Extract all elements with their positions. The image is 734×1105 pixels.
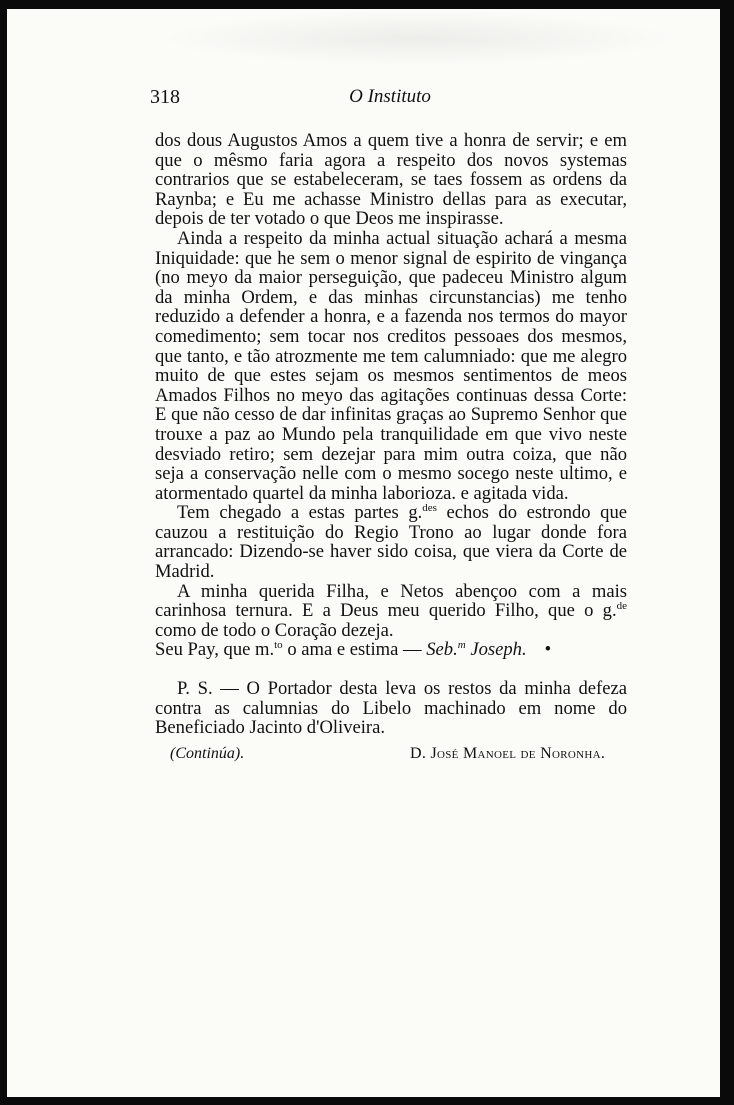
- signature-name-a: Seb.: [426, 639, 458, 661]
- signoff-text-a: Seu Pay, que m.: [155, 639, 275, 661]
- bullet-dot: •: [544, 639, 552, 661]
- page-number: 318: [150, 86, 180, 108]
- signature-name-b: Joseph.: [465, 639, 527, 661]
- signoff-line: [155, 640, 627, 660]
- abbreviation-superscript: des: [422, 502, 437, 515]
- letter-body: [155, 131, 627, 738]
- paragraph-4-text-b: como de todo o Coração dezeja.: [155, 619, 394, 641]
- running-title: O Instituto: [349, 86, 431, 107]
- continued-note: (Continúa).: [170, 745, 245, 762]
- paragraph-3-text-a: Tem chegado a estas partes g.: [177, 502, 423, 524]
- paragraph-4: [155, 582, 627, 641]
- abbreviation-superscript: de: [616, 600, 627, 613]
- paragraph-4-text-a: A minha querida Filha, e Netos abençoo com a mais carinhosa ternura. E a Deus meu querido Filho, que o g.: [155, 580, 627, 622]
- paragraph-1: dos dous Augustos Amos a quem tive a honra de servir; e em que o mêsmo faria agora a respeito dos novos systemas contrarios que se estabeleceram, se taes fossem as ordens da Raynba; e Eu me achasse Ministro dellas para as executar, depois de ter votado o que Deos me inspirasse.: [155, 130, 627, 230]
- abbreviation-superscript: m: [457, 639, 466, 652]
- postscript: P. S. — O Portador desta leva os restos da minha defeza contra as calumnias do Libelo machinado em nome do Beneficiado Jacinto d'Oliveira.: [155, 678, 627, 739]
- paragraph-2: Ainda a respeito da minha actual situação achará a mesma Iniquidade: que he sem o menor signal de espirito de vingança (no meyo da maior perseguição, que padeceu Ministro algum da minha Ordem, e das minhas circunstancias) me tenho reduzido a defender a honra, e a fazenda nos termos do mayor comedimento; sem tocar nos creditos pessoaes dos mesmos, que tanto, e tão atrozmente me tem calumniado: que me alegro muito de que estes sejam os mesmos sentimentos de meos Amados Filhos no meyo das agitações continuas dessa Corte: E que não cesso de dar infinitas graças ao Supremo Senhor que trouxe a paz ao Mundo pela tranquilidade em que vivo neste desviado retiro; sem dezejar para mim outra coiza, que não seja a conservação nelle com o mesmo socego neste ultimo, e atormentado quartel da minha laborioza. e agitada vida.: [155, 227, 627, 504]
- paragraph-3-text-b: echos do estrondo que cauzou a restituição do Regio Trono ao lugar donde fora arrancado: Dizendo-se haver sido coisa, que viera da Corte de Madrid.: [155, 502, 628, 583]
- author-signature: D. José Manoel de Noronha.: [410, 745, 606, 762]
- page-footer: [170, 745, 610, 767]
- paper-stain: [157, 11, 677, 66]
- signoff-text-b: o ama e estima —: [282, 639, 427, 661]
- paragraph-3: [155, 503, 627, 581]
- signature-name: [426, 639, 526, 660]
- abbreviation-superscript: to: [274, 639, 283, 652]
- page-header: [150, 86, 630, 118]
